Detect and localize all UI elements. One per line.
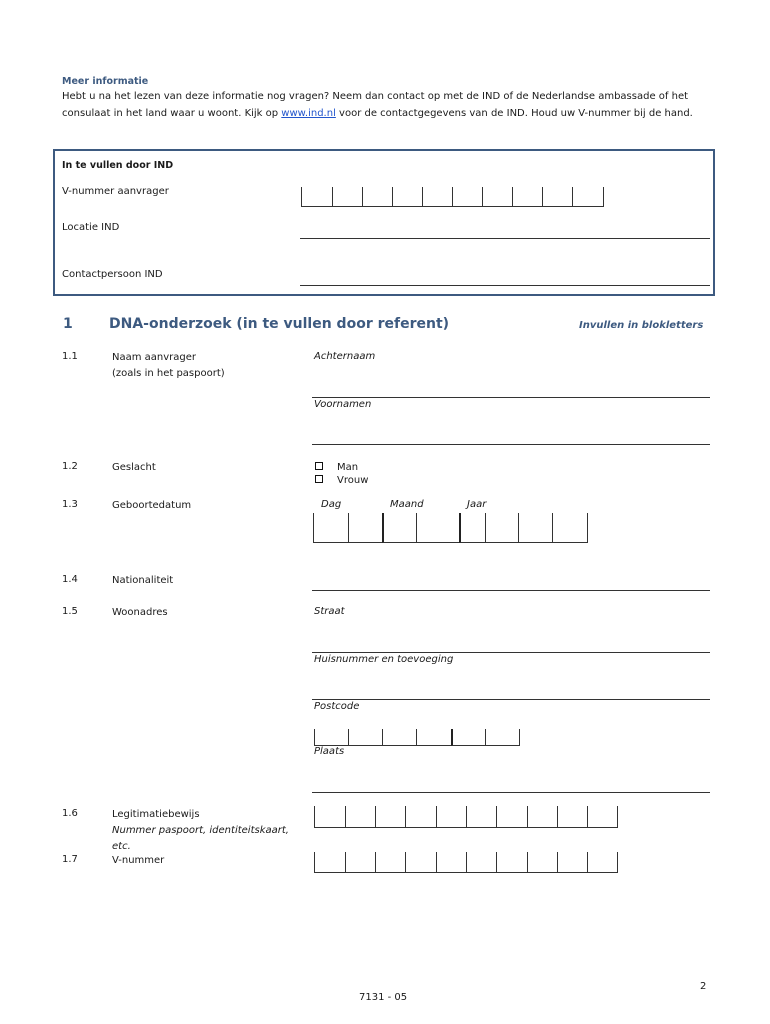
digit-box[interactable] [451, 729, 485, 746]
info-heading: Meer informatie [62, 76, 149, 87]
digit-box[interactable] [405, 852, 436, 873]
first-names-label: Voornamen [314, 399, 372, 410]
digit-box[interactable] [557, 852, 587, 873]
digit-box[interactable] [362, 187, 392, 207]
ind-website-link[interactable]: www.ind.nl [281, 108, 336, 119]
id-number-boxes[interactable] [314, 806, 618, 828]
ind-contact-label: Contactpersoon IND [62, 269, 163, 280]
id-document-label [112, 807, 302, 855]
digit-box[interactable] [314, 729, 348, 746]
nationality-label: Nationaliteit [112, 575, 174, 586]
month-label: Maand [390, 499, 424, 510]
digit-box[interactable] [416, 513, 459, 543]
house-number-label: Huisnummer en toevoeging [314, 654, 454, 665]
digit-box[interactable] [313, 513, 348, 543]
street-field[interactable] [312, 652, 710, 653]
field-number: 1.6 [62, 808, 78, 819]
field-number: 1.4 [62, 574, 78, 585]
digit-box[interactable] [301, 187, 332, 207]
digit-box[interactable] [332, 187, 362, 207]
info-paragraph [62, 88, 712, 122]
gender-label: Geslacht [112, 462, 156, 473]
last-name-label: Achternaam [314, 351, 376, 362]
name-applicant-label [112, 350, 225, 382]
digit-box[interactable] [459, 513, 485, 543]
digit-box[interactable] [496, 852, 527, 873]
digit-box[interactable] [542, 187, 572, 207]
digit-box[interactable] [485, 729, 520, 746]
option-female-label: Vrouw [337, 475, 369, 486]
digit-box[interactable] [527, 806, 557, 828]
page-number: 2 [700, 981, 707, 992]
digit-box[interactable] [518, 513, 552, 543]
digit-box[interactable] [527, 852, 557, 873]
digit-box[interactable] [436, 806, 466, 828]
city-field[interactable] [312, 792, 710, 793]
street-label: Straat [314, 606, 345, 617]
city-label: Plaats [314, 746, 345, 757]
info-text-end: voor de contactgegevens van de IND. Houd uw V-nummer bij de hand. [335, 108, 693, 119]
id-document-title: Legitimatiebewijs [112, 809, 200, 820]
digit-box[interactable] [572, 187, 604, 207]
year-label: Jaar [467, 499, 487, 510]
ind-location-field[interactable] [300, 238, 710, 239]
digit-box[interactable] [482, 187, 512, 207]
field-number: 1.5 [62, 606, 78, 617]
v-number-boxes[interactable] [314, 852, 618, 873]
field-number: 1.7 [62, 854, 78, 865]
checkbox-male[interactable] [315, 462, 323, 470]
digit-box[interactable] [587, 806, 618, 828]
digit-box[interactable] [552, 513, 588, 543]
digit-box[interactable] [466, 806, 496, 828]
section-number: 1 [63, 316, 73, 332]
birthdate-label: Geboortedatum [112, 500, 192, 511]
digit-box[interactable] [314, 806, 345, 828]
field-number: 1.2 [62, 461, 78, 472]
last-name-field[interactable] [312, 397, 710, 398]
postcode-label: Postcode [314, 701, 360, 712]
option-male-label: Man [337, 462, 359, 473]
digit-box[interactable] [375, 806, 405, 828]
digit-box[interactable] [512, 187, 542, 207]
form-code: 7131 - 05 [359, 992, 408, 1003]
digit-box[interactable] [345, 806, 375, 828]
name-applicant-title: Naam aanvrager [112, 352, 197, 363]
digit-box[interactable] [314, 852, 345, 873]
digit-box[interactable] [466, 852, 496, 873]
digit-box[interactable] [345, 852, 375, 873]
field-number: 1.1 [62, 351, 78, 362]
digit-box[interactable] [416, 729, 451, 746]
digit-box[interactable] [452, 187, 482, 207]
address-label: Woonadres [112, 607, 168, 618]
name-applicant-sublabel: (zoals in het paspoort) [112, 368, 225, 379]
digit-box[interactable] [382, 729, 416, 746]
ind-v-number-boxes[interactable] [301, 187, 604, 207]
id-document-sublabel: Nummer paspoort, identiteitskaart, etc. [112, 825, 289, 852]
postcode-boxes[interactable] [314, 729, 520, 746]
digit-box[interactable] [392, 187, 422, 207]
digit-box[interactable] [405, 806, 436, 828]
ind-v-number-label: V-nummer aanvrager [62, 186, 169, 197]
ind-box-title: In te vullen door IND [62, 160, 174, 171]
digit-box[interactable] [382, 513, 416, 543]
digit-box[interactable] [557, 806, 587, 828]
digit-box[interactable] [436, 852, 466, 873]
section-title: DNA-onderzoek (in te vullen door referent) [109, 316, 450, 332]
field-number: 1.3 [62, 499, 78, 510]
digit-box[interactable] [496, 806, 527, 828]
digit-box[interactable] [375, 852, 405, 873]
digit-box[interactable] [485, 513, 518, 543]
digit-box[interactable] [348, 513, 382, 543]
birthdate-boxes[interactable] [313, 513, 588, 543]
checkbox-female[interactable] [315, 475, 323, 483]
info-text-start: Hebt u na het lezen van deze informatie nog vragen? Neem dan contact op met de IND of de Nederlandse ambassade of het consulaat in het land waar u woont. Kijk op [62, 91, 689, 119]
day-label: Dag [321, 499, 342, 510]
digit-box[interactable] [348, 729, 382, 746]
first-names-field[interactable] [312, 444, 710, 445]
house-number-field[interactable] [312, 699, 710, 700]
nationality-field[interactable] [312, 590, 710, 591]
digit-box[interactable] [587, 852, 618, 873]
v-number-label: V-nummer [112, 855, 165, 866]
section-note: Invullen in blokletters [579, 320, 704, 331]
digit-box[interactable] [422, 187, 452, 207]
ind-location-label: Locatie IND [62, 222, 120, 233]
ind-contact-field[interactable] [300, 285, 710, 286]
